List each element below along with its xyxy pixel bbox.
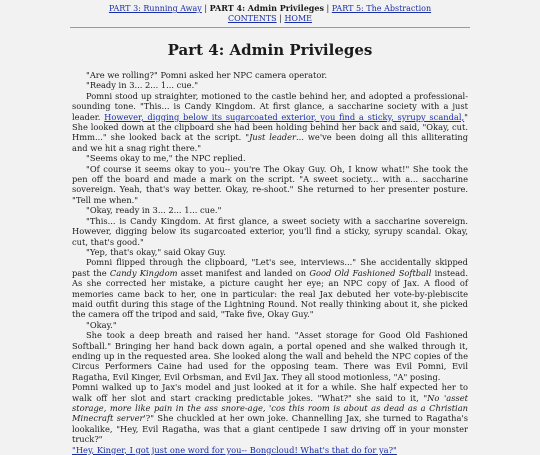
page [70, 0, 470, 455]
paragraph: "Okay." [86, 319, 117, 330]
nav-separator: | [204, 4, 208, 13]
nav-separator: | [279, 14, 282, 23]
paragraph: "This... is Candy Kingdom. At first glance, a sweet society with a saccharine sovereign. However, digging below its sugarcoated exterior, you'll find a sticky, syrupy scandal. Okay, cut, that's good." [72, 215, 468, 247]
paragraph [72, 91, 468, 153]
paragraph: "Seems okay to me," the NPC replied. [86, 153, 246, 164]
text-run: Pomni stood up straighter, motioned to the castle behind her, and adopted a professional-sounding tone. "This... is Candy Kingdom. At first glance, a saccharine society with a just leader. [72, 90, 468, 122]
next-chapter-link[interactable]: PART 5: The Abstraction [331, 4, 432, 13]
paragraph: "Are we rolling?" Pomni asked her NPC camera operator. [86, 70, 328, 80]
story-body [70, 70, 470, 455]
home-link[interactable]: HOME [284, 14, 313, 23]
current-chapter: PART 4: Admin Privileges [209, 3, 324, 13]
emphasis: No 'asset storage, more like pain in the ass snore-age, 'cos this room is about as dead as a Christian Minecraft server' [72, 392, 468, 424]
contents-link[interactable]: CONTENTS [227, 14, 277, 23]
inline-link[interactable]: However, digging below its sugarcoated exterior, you find a sticky, syrupy scandal, [104, 111, 465, 122]
paragraph: "Okay, ready in 3... 2... 1... cue." [86, 205, 222, 216]
page-title: Part 4: Admin Privileges [167, 41, 373, 59]
paragraph: She took a deep breath and raised her hand. "Asset storage for Good Old Fashioned Softball." Bringing her hand back down again, a portal opened and she walked through it, ending up in the requested area. She looked along the wall and beheld the NPC copies of the Circus Performers Caine had used for the opposing team. There was Evil Pomni, Evil Ragatha, Evil Kinger, Evil Orbsman, and Evil Jax. They all stood motionless, "A" posing. [72, 330, 468, 382]
paragraph: "Of course it seems okay to you-- you're The Okay Guy. Oh, I know what!" She took the pen off the board and made a mark on the script. "A sweet society... with a... saccharine sovereign. Yeah, that's way better. Okay, re-shoot." She returned to her presenter posture. "Tell me when." [72, 163, 468, 205]
nav-separator: | [326, 4, 330, 13]
paragraph [72, 445, 468, 455]
emphasis: Candy Kingdom [109, 267, 178, 278]
text-run: asset manifest and landed on [177, 267, 310, 278]
divider [70, 27, 470, 28]
text-run: Pomni flipped through the clipboard, "Let's see, interviews..." She accidentally skipped past the [72, 257, 468, 278]
text-run: " She looked down at the clipboard she had been holding behind her back and said, "Okay, cut. Hmm..." she looked back at the script. " [72, 111, 468, 143]
paragraph: "Ready in 3... 2... 1... cue." [86, 80, 199, 91]
text-run: instead. As she corrected her mistake, a picture caught her eye; an NPC copy of Jax. A flood of memories came back to her, one in particular: the real Jax debuted her vote-by-plebiscite maid outfit during this stage of the Lightning Round. Not really thinking about it, she picked the camera off the tripod and said, "Take five, Okay Guy." [72, 267, 468, 320]
text-run: Pomni walked up to Jax's model and just looked at it for a while. She half expected her to walk off her slot and start cracking predictable jokes. "What?" she said to it, " [72, 382, 468, 403]
emphasis: Just leader [249, 132, 296, 143]
emphasis: Good Old Fashioned Softball [309, 267, 432, 278]
text-run: ... we've been doing all this alliterating and we hit a snag right there." [72, 132, 469, 153]
chapter-nav [70, 0, 470, 24]
paragraph [72, 382, 468, 444]
inline-link[interactable]: "Hey, Kinger, I got just one word for you-- Bongcloud! What's that do for ya?" [72, 444, 397, 455]
paragraph: "Yep, that's okay," said Okay Guy. [86, 246, 226, 257]
text-run: ?" She chuckled at her own joke. Channelling Jax, she turned to Ragatha's lookalike, "Hey, Evil Ragatha, was that a giant centipede I saw driving off in your monster truck?" [72, 413, 468, 445]
prev-chapter-link[interactable]: PART 3: Running Away [108, 4, 202, 13]
paragraph [72, 257, 468, 319]
